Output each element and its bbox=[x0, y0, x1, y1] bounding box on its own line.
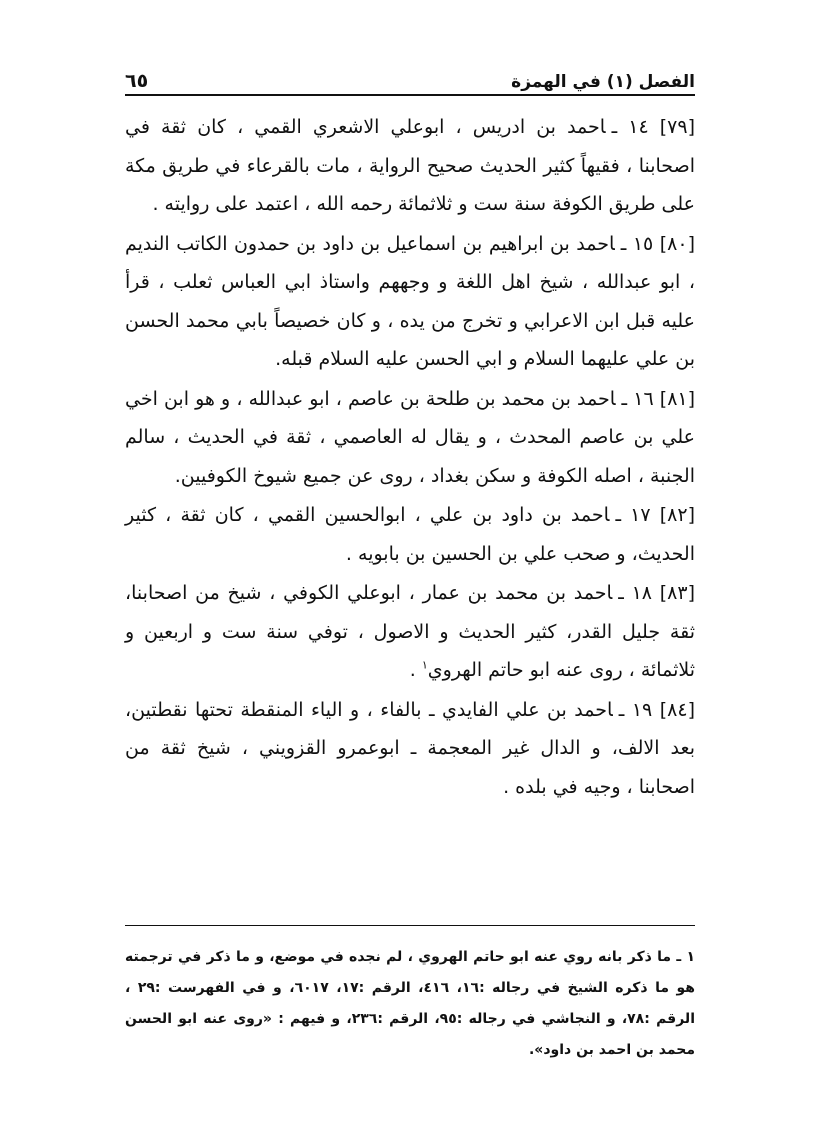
entry-83 bbox=[125, 574, 695, 690]
entry-number: [٨٤] ١٩ ـ bbox=[618, 698, 696, 721]
running-header bbox=[125, 62, 695, 96]
entry-84 bbox=[125, 691, 695, 807]
entry-text: احمد بن محمد بن طلحة بن عاصم ، ابو عبدالله ، و هو ابن اخي علي بن عاصم المحدث ، و يقال له العاصمي ، ثقة في الحديث ، سالم الجنبة ، اصله الكوفة و سكن بغداد ، روى عن جميع شيوخ الكوفيين. bbox=[125, 387, 695, 487]
entry-79 bbox=[125, 108, 695, 224]
page-body bbox=[125, 62, 695, 807]
entry-number: [٨٢] ١٧ ـ bbox=[615, 504, 696, 526]
chapter-title: الفصل (١) في الهمزة bbox=[511, 72, 695, 92]
entry-number: [٧٩] ١٤ ـ bbox=[611, 116, 696, 138]
entry-80 bbox=[125, 225, 695, 379]
entry-text: احمد بن ابراهيم بن اسماعيل بن داود بن حمدون الكاتب النديم ، ابو عبدالله ، شيخ اهل اللغة و وجههم واستاذ ابي العباس ثعلب ، قرأ عليه قبل ابن الاعرابي و تخرج من يده ، و كان خصيصاً بابي محمد الحسن بن علي عليهما السلام و ابي الحسن عليه السلام قبله. bbox=[125, 232, 695, 370]
entry-text: احمد بن محمد بن عمار ، ابوعلي الكوفي ، شيخ من اصحابنا، ثقة جليل القدر، كثير الحديث و الاصول ، توفي سنة ست و اربعين و ثلاثمائة ، روى عنه ابو حاتم الهروي bbox=[125, 582, 695, 681]
entry-number: [٨٠] ١٥ ـ bbox=[620, 232, 696, 255]
entry-number: [٨٣] ١٨ ـ bbox=[618, 582, 695, 604]
entry-tail: . bbox=[409, 659, 422, 681]
entry-81 bbox=[125, 380, 695, 496]
footnote: ١ ـ ما ذكر بانه روي عنه ابو حاتم الهروي ، لم نجده في موضع، و ما ذكر في ترجمته هو ما ذكره الشيخ في رجاله :١٦، ٤١٦، الرقم :١٧، ٦٠١٧، و في الفهرست :٢٩ ، الرقم :٧٨، و النجاشي في رجاله :٩٥، الرقم :٢٣٦، و فيهم : «روى عنه ابو الحسن محمد بن احمد بن داود». bbox=[125, 949, 695, 1058]
entries-list bbox=[125, 108, 695, 806]
page-number: ٦٥ bbox=[125, 70, 149, 92]
footnote-marker[interactable]: ١ bbox=[421, 658, 428, 672]
entry-text: احمد بن ادريس ، ابوعلي الاشعري القمي ، كان ثقة في اصحابنا ، فقيهاً كثير الحديث صحيح الرواية ، مات بالقرعاء في طريق مكة على طريق الكوفة سنة ست و ثلاثمائة رحمه الله ، اعتمد على روايته . bbox=[125, 116, 695, 215]
footnote-divider bbox=[125, 925, 695, 926]
entry-number: [٨١] ١٦ ـ bbox=[621, 387, 696, 410]
entry-text: احمد بن داود بن علي ، ابوالحسين القمي ، كان ثقة ، كثير الحديث، و صحب علي بن الحسين بن بابويه . bbox=[125, 504, 695, 565]
entry-82 bbox=[125, 496, 695, 573]
entry-text: احمد بن علي الفايدي ـ بالفاء ، و الياء المنقطة تحتها نقطتين، بعد الالف، و الدال غير المعجمة ـ ابوعمرو القزويني ، شيخ ثقة من اصحابنا ، وجيه في بلده . bbox=[125, 698, 695, 798]
